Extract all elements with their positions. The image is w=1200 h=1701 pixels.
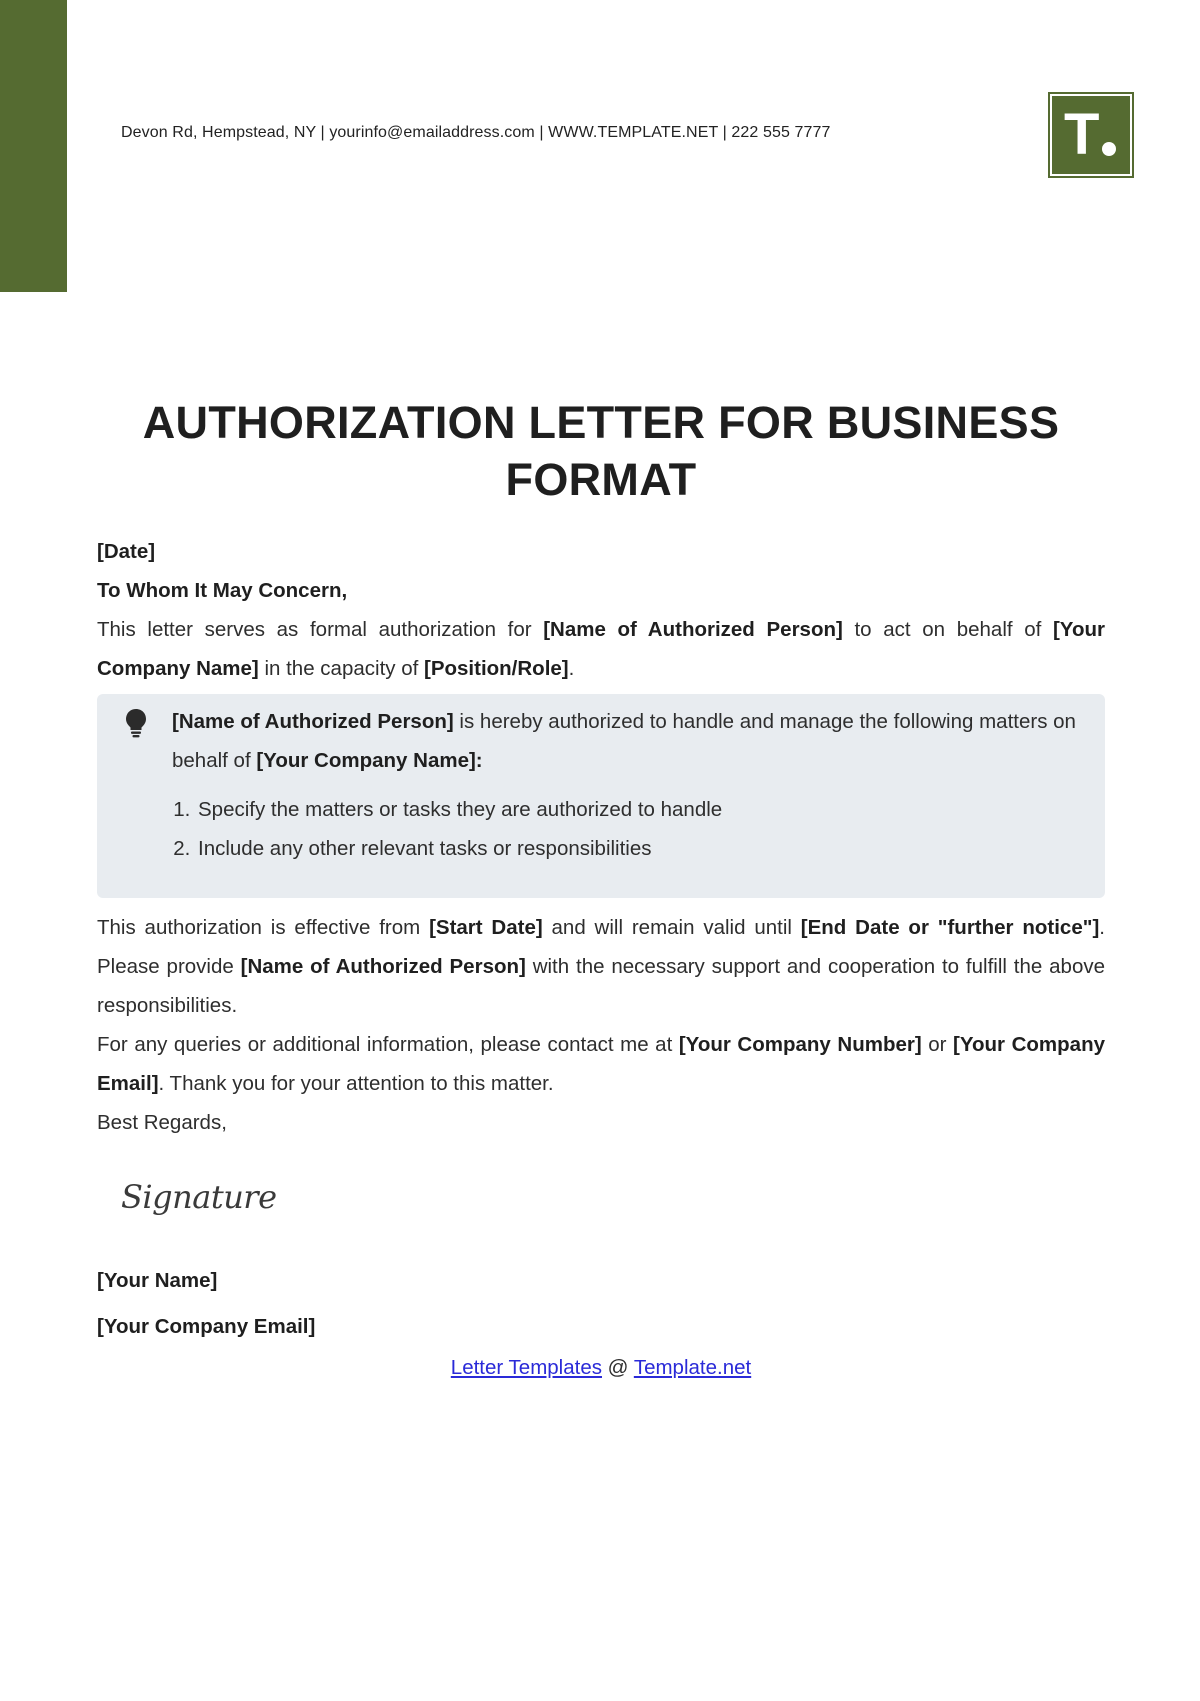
logo-dot xyxy=(1102,142,1116,156)
footer xyxy=(97,1348,1105,1387)
logo-mark xyxy=(1052,96,1130,174)
footer-separator: @ xyxy=(601,1356,634,1379)
logo xyxy=(1048,92,1134,178)
closing: Best Regards, xyxy=(97,1111,227,1134)
date-line: [Date] xyxy=(97,540,156,563)
lightbulb-icon xyxy=(125,708,147,738)
side-accent-bar xyxy=(0,0,67,292)
paragraph-authorization: This letter serves as formal authorization for [Name of Authorized Person] to act on behalf of [Your Company Name] in the capacity of [Position/Role]. xyxy=(97,618,1105,680)
signature: Signature xyxy=(121,1178,277,1216)
list-item: 1. Specify the matters or tasks they are authorized to handle xyxy=(196,790,1083,829)
paragraph-validity: This authorization is effective from [Start Date] and will remain valid until [End Date or "further notice"]. Please provide [Name of Authorized Person] with the necessary support and cooperation to fulfill the above responsibilities. xyxy=(97,916,1105,1017)
matters-list xyxy=(172,790,1083,868)
sender-email: [Your Company Email] xyxy=(97,1315,316,1338)
paragraph-contact: For any queries or additional information, please contact me at [Your Company Number] or [Your Company Email]. Thank you for your attention to this matter. xyxy=(97,1033,1105,1095)
list-item: 2. Include any other relevant tasks or responsibilities xyxy=(196,829,1083,868)
callout-text: [Name of Authorized Person] is hereby authorized to handle and manage the following matters on behalf of [Your Company Name]: xyxy=(172,710,1076,772)
template-net-link[interactable]: Template.net xyxy=(633,1356,752,1379)
contact-line: Devon Rd, Hempstead, NY | yourinfo@emailaddress.com | WWW.TEMPLATE.NET | 222 555 7777 xyxy=(121,124,831,141)
page-title: AUTHORIZATION LETTER FOR BUSINESS FORMAT xyxy=(142,397,1060,505)
logo-letter: T xyxy=(1064,102,1100,167)
letter-body xyxy=(97,532,1105,1387)
letter-templates-link[interactable]: Letter Templates xyxy=(450,1356,602,1379)
sender-name: [Your Name] xyxy=(97,1269,218,1292)
signoff-block xyxy=(97,1258,1105,1350)
callout-box xyxy=(97,694,1105,898)
salutation: To Whom It May Concern, xyxy=(97,579,348,602)
